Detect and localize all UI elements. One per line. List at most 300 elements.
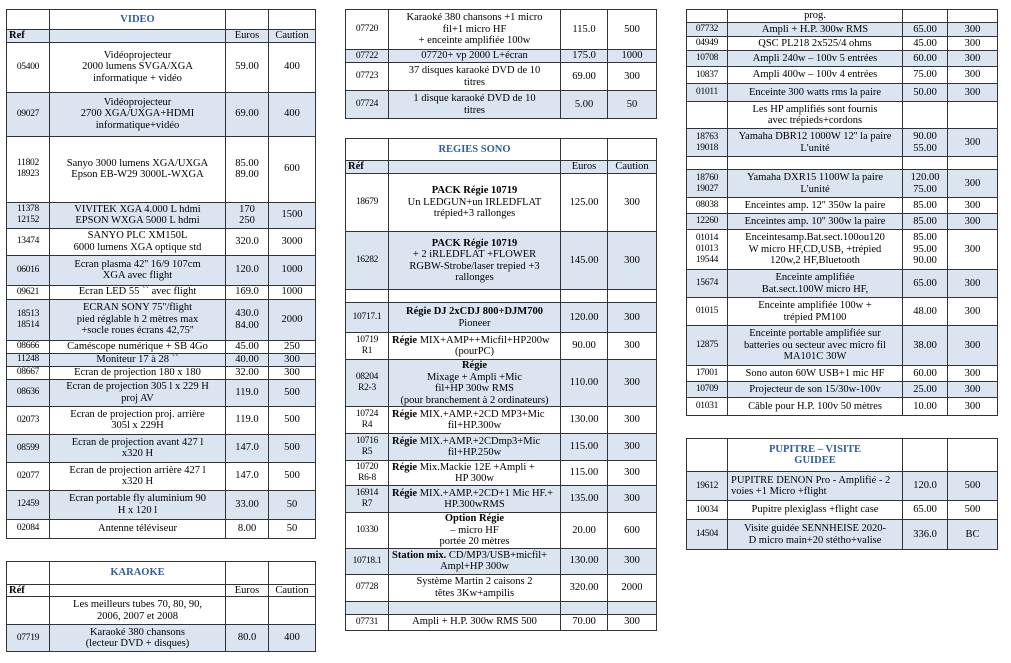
- price-value: 90.00: [913, 131, 937, 142]
- item-description: [389, 513, 561, 549]
- item-caution: BC: [948, 520, 998, 550]
- item-description: [728, 472, 903, 501]
- ref-code: 01015: [695, 306, 719, 316]
- description-line: Ecran de projection 305 l x 229 H: [66, 381, 209, 392]
- item-description: [389, 434, 561, 461]
- item-price: [561, 461, 608, 486]
- description-line: 37 disques karaoké DVD de 10: [408, 65, 541, 76]
- item-caution: 300: [608, 548, 657, 574]
- pupitre-title: PUPITRE – VISITE GUIDEE: [728, 439, 903, 472]
- item-caution: 300: [948, 366, 998, 382]
- item-price: [561, 50, 608, 63]
- item-ref: [7, 255, 50, 285]
- price-value: 115.0: [572, 23, 596, 35]
- ref-code: 18763: [695, 131, 719, 142]
- description-line: VIVITEK XGA 4.000 L hdmi: [74, 203, 201, 215]
- item-caution: 300: [608, 461, 657, 486]
- karaoke-euros-header: Euros: [226, 584, 269, 597]
- item-description: [50, 366, 226, 379]
- price-value: 336.0: [913, 528, 937, 540]
- ref-code: 10034: [695, 504, 719, 515]
- karaoke-ref-header: Réf: [7, 584, 50, 597]
- table-row: [687, 37, 998, 51]
- description-line: 1 disque karaoké DVD de 10: [413, 93, 536, 104]
- item-caution: 300: [948, 84, 998, 102]
- item-caution: 3000: [269, 228, 316, 255]
- item-description: [389, 333, 561, 360]
- ref-code: 02084: [16, 523, 40, 533]
- item-price: [226, 285, 269, 299]
- description-line: Epson EB-W29 3000L-WXGA: [71, 169, 204, 180]
- ref-code: 07724: [355, 99, 379, 109]
- description-line: Vidéoprojecteur: [103, 49, 172, 61]
- description-line: 2006, 2007 et 2008: [96, 610, 179, 622]
- table-row: [346, 461, 657, 486]
- description-line: Visite guidée SENNHEISE 2020-: [744, 523, 886, 534]
- table-row: [346, 614, 657, 630]
- description-line: Caméscope numérique + SB 4Go: [67, 340, 208, 352]
- item-description: [50, 434, 226, 462]
- item-ref: [687, 270, 728, 298]
- item-ref: [7, 353, 50, 366]
- ref-code: 08204: [355, 372, 379, 382]
- item-ref: [687, 157, 728, 170]
- item-description: [50, 340, 226, 353]
- item-price: [226, 353, 269, 366]
- ref-code: 12260: [695, 216, 719, 226]
- price-value: 120.0: [913, 480, 937, 492]
- table-row: [346, 548, 657, 574]
- description-line: Ecran de projection avant 427 l: [71, 436, 204, 448]
- item-price: [561, 360, 608, 407]
- item-ref: [687, 51, 728, 67]
- ref-code: 08038: [695, 200, 719, 210]
- price-value: 20.00: [572, 524, 596, 536]
- item-price: [903, 230, 948, 270]
- item-price: [226, 379, 269, 406]
- description-line: têtes 3Kw+ampilis: [434, 587, 515, 599]
- item-price: [561, 10, 608, 50]
- table-row: [346, 303, 657, 333]
- item-ref: [687, 472, 728, 501]
- item-caution: 300: [948, 270, 998, 298]
- item-ref: [346, 513, 389, 549]
- description-first-line: [392, 436, 557, 448]
- description-line: Enceintesamp.Bat.sect.100ou120: [745, 232, 885, 244]
- item-ref: [687, 326, 728, 366]
- description-line: HP.300wRMS: [444, 499, 505, 510]
- item-price: [226, 366, 269, 379]
- ref-code: 08667: [16, 367, 40, 377]
- price-value: 8.00: [237, 522, 257, 534]
- table-row: [7, 490, 316, 519]
- item-price: [561, 303, 608, 333]
- item-ref: [346, 614, 389, 630]
- item-ref: [7, 42, 50, 92]
- ref-code: 10709: [695, 384, 719, 394]
- description-line: titres: [464, 104, 485, 116]
- item-ref: [346, 63, 389, 91]
- item-caution: 300: [608, 486, 657, 513]
- regies-ref-header: Réf: [346, 161, 389, 174]
- item-ref: [7, 299, 50, 340]
- description-line: x320 H: [121, 476, 154, 487]
- item-price: [226, 406, 269, 434]
- price-value: 95.00: [913, 243, 937, 255]
- item-description: [50, 228, 226, 255]
- item-caution: [948, 157, 998, 170]
- item-description: [728, 326, 903, 366]
- price-value: 69.00: [572, 70, 596, 82]
- regies-euros-header: Euros: [561, 161, 608, 174]
- item-caution: [948, 10, 998, 23]
- item-caution: 300: [948, 398, 998, 416]
- ref-code: 11378: [17, 204, 39, 214]
- item-price: [226, 136, 269, 202]
- item-ref: [7, 625, 50, 652]
- price-value: 130.00: [569, 555, 599, 567]
- price-value: 60.00: [913, 52, 937, 64]
- price-value: 59.00: [235, 61, 259, 73]
- item-price: [903, 170, 948, 198]
- ref-code: 10708: [695, 53, 719, 63]
- price-value: 65.00: [913, 504, 937, 516]
- item-ref: [346, 91, 389, 119]
- ref-code: 15674: [695, 278, 719, 288]
- description-line: MIX.+AMP.+2CDmp3+Mic: [419, 435, 541, 447]
- table-row: [7, 379, 316, 406]
- table-row: [346, 91, 657, 119]
- ref-code: 10720: [355, 462, 379, 472]
- item-price: [226, 490, 269, 519]
- table-row: [687, 382, 998, 398]
- description-line: fil+HP 300w RMS: [434, 383, 515, 394]
- table-row: [346, 434, 657, 461]
- ref-code: 01014: [695, 233, 719, 243]
- item-bold-label: Régie: [461, 360, 488, 371]
- item-caution: 300: [608, 434, 657, 461]
- description-line: Ecran de projection arrière 427 l: [69, 464, 206, 476]
- item-ref: [7, 462, 50, 490]
- item-bold-label: PACK Régie 10719: [431, 185, 518, 197]
- item-price: [561, 601, 608, 614]
- item-caution: [608, 601, 657, 614]
- price-value: 130.00: [569, 414, 599, 426]
- ref-code: 18760: [695, 172, 719, 183]
- ref-code: 01013: [695, 244, 719, 254]
- description-line: Ampli + H.P. 300w RMS 500: [412, 616, 537, 628]
- item-description: [728, 23, 903, 37]
- description-line: Vidéoprojecteur: [103, 96, 172, 108]
- item-description: [389, 63, 561, 91]
- item-ref: [687, 129, 728, 157]
- description-line: CD/MP3/USB+micfil+: [448, 549, 548, 561]
- item-description: [728, 298, 903, 326]
- item-caution: 500: [269, 406, 316, 434]
- description-line: x320 H: [121, 448, 154, 459]
- price-value: 5.00: [574, 98, 594, 110]
- table-row: [346, 601, 657, 614]
- item-ref: [687, 230, 728, 270]
- ref-code: R2-3: [358, 383, 376, 393]
- item-price: [226, 340, 269, 353]
- item-bold-label: Régie: [392, 408, 418, 420]
- item-description: [389, 548, 561, 574]
- price-value: 125.00: [569, 196, 599, 208]
- table-row: [687, 214, 998, 230]
- item-ref: [346, 548, 389, 574]
- description-line: trépied+3 rallonges: [433, 208, 516, 220]
- description-line: Câble pour H.P. 100v 50 mètres: [748, 400, 882, 412]
- price-value: 80.0: [237, 632, 257, 644]
- description-line: Mix.Mackie 12E +Ampli +: [419, 461, 535, 473]
- item-caution: 300: [948, 214, 998, 230]
- item-ref: [346, 461, 389, 486]
- item-caution: 500: [269, 379, 316, 406]
- price-value: 135.00: [569, 493, 599, 505]
- description-line: (lecteur DVD + disques): [85, 638, 190, 649]
- description-line: Ecran de projection proj. arrière: [70, 408, 205, 420]
- item-description: [728, 102, 903, 129]
- description-line: (pour branchement à 2 ordinateurs): [400, 394, 549, 406]
- description-line: batteries ou secteur avec micro fil: [744, 339, 886, 351]
- item-description: [389, 574, 561, 601]
- price-value: 70.00: [572, 616, 596, 628]
- price-value: 69.00: [235, 108, 259, 120]
- item-caution: 50: [269, 519, 316, 538]
- ref-code: 02077: [16, 470, 40, 481]
- description-line: informatique + vidéo: [93, 72, 182, 84]
- description-line: Ecran plasma 42'' 16/9 107cm: [74, 258, 201, 270]
- description-line: proj AV: [121, 392, 154, 404]
- description-line: SANYO PLC XM150L: [87, 230, 188, 241]
- item-bold-label: Station mix.: [392, 549, 447, 561]
- ref-code: 11248: [17, 354, 39, 364]
- item-ref: [7, 490, 50, 519]
- item-ref: [687, 23, 728, 37]
- price-value: 45.00: [235, 340, 259, 352]
- item-description: [389, 290, 561, 303]
- item-description: [50, 353, 226, 366]
- description-line: 07720+ vp 2000 L+écran: [421, 50, 528, 62]
- price-value: 48.00: [913, 305, 937, 317]
- item-price: [903, 102, 948, 129]
- item-bold-label: Régie: [392, 461, 418, 473]
- table-row: [687, 230, 998, 270]
- ref-code: 09621: [16, 286, 40, 297]
- description-line: Ampli 240w – 100v 5 entrées: [752, 52, 878, 64]
- item-ref: [687, 520, 728, 550]
- item-description: [728, 198, 903, 214]
- middle-column: [345, 9, 656, 631]
- item-caution: 300: [948, 382, 998, 398]
- item-price: [903, 472, 948, 501]
- ref-code: 02073: [16, 414, 40, 425]
- table-row: [687, 129, 998, 157]
- ref-code: 10719: [355, 335, 379, 345]
- table-row: [346, 513, 657, 549]
- ref-code: 07732: [695, 24, 719, 34]
- ref-code: 11802: [17, 158, 39, 168]
- item-description: [50, 136, 226, 202]
- item-description: [389, 10, 561, 50]
- item-caution: 300: [608, 63, 657, 91]
- item-caution: 500: [269, 434, 316, 462]
- item-ref: [687, 67, 728, 84]
- karaoke-continued-table: [345, 9, 657, 119]
- item-price: [226, 625, 269, 652]
- item-description: [728, 51, 903, 67]
- ref-code: 17001: [695, 368, 719, 378]
- ref-code: 07728: [355, 582, 379, 592]
- description-line: Pioneer: [458, 317, 491, 329]
- item-ref: [346, 10, 389, 50]
- description-line: W micro HF,CD,USB, +trépied: [748, 243, 882, 255]
- description-line: MA101C 30W: [783, 351, 847, 363]
- item-description: [389, 50, 561, 63]
- ref-code: 12459: [16, 499, 40, 509]
- item-price: [226, 462, 269, 490]
- item-ref: [346, 333, 389, 360]
- table-row: [346, 50, 657, 63]
- item-caution: 1000: [269, 255, 316, 285]
- item-price: [226, 202, 269, 228]
- description-line: + 2 iRLEDFLAT +FLOWER: [412, 249, 537, 260]
- item-ref: [687, 298, 728, 326]
- item-price: [226, 434, 269, 462]
- table-row: [7, 255, 316, 285]
- item-description: [728, 10, 903, 23]
- karaoke-table: [6, 561, 316, 653]
- description-first-line: [392, 462, 557, 474]
- description-line: avec trépieds+cordons: [767, 115, 863, 126]
- price-value: 40.00: [235, 353, 259, 365]
- item-price: [226, 519, 269, 538]
- description-line: Ecran LED 55 `` avec flight: [78, 286, 197, 298]
- table-row: [687, 10, 998, 23]
- ref-code: 08666: [16, 341, 40, 351]
- item-description: [50, 406, 226, 434]
- description-line: 2700 XGA/UXGA+HDMI: [80, 108, 195, 120]
- ref-code: 10330: [355, 524, 379, 535]
- item-caution: 300: [948, 298, 998, 326]
- description-line: trépied PM100: [783, 311, 847, 323]
- item-ref: [7, 434, 50, 462]
- description-line: H x 120 l: [117, 504, 158, 516]
- item-description: [389, 91, 561, 119]
- item-ref: [346, 601, 389, 614]
- item-price: [226, 299, 269, 340]
- item-ref: [7, 136, 50, 202]
- item-description: [728, 214, 903, 230]
- item-price: [561, 174, 608, 232]
- price-value: 115.00: [569, 441, 599, 453]
- description-line: Pupitre plexiglass +flight case: [751, 504, 879, 516]
- item-ref: [346, 574, 389, 601]
- description-line: D micro main+20 stétho+valise: [748, 534, 882, 546]
- item-description: [389, 174, 561, 232]
- item-caution: 1000: [608, 50, 657, 63]
- table-row: [687, 270, 998, 298]
- item-caution: 500: [608, 10, 657, 50]
- item-caution: 300: [948, 198, 998, 214]
- item-ref: [346, 486, 389, 513]
- item-caution: 600: [269, 136, 316, 202]
- price-value: 85.00: [913, 232, 937, 244]
- table-row: [7, 519, 316, 538]
- item-description: [728, 230, 903, 270]
- regies-caution-header: Caution: [608, 161, 657, 174]
- description-line: fil+HP.300w: [447, 420, 502, 431]
- item-ref: [687, 214, 728, 230]
- item-ref: [346, 407, 389, 434]
- item-price: [903, 214, 948, 230]
- price-value: 120.00: [910, 172, 940, 183]
- item-caution: 400: [269, 92, 316, 136]
- table-row: [346, 232, 657, 290]
- sono-continued-table: [686, 9, 998, 416]
- ref-code: 10717.1: [352, 312, 382, 322]
- item-price: [561, 407, 608, 434]
- description-line: Ampli 400w – 100v 4 entrées: [752, 69, 878, 81]
- item-price: [226, 42, 269, 92]
- item-price: [903, 198, 948, 214]
- item-caution: 300: [269, 353, 316, 366]
- ref-code: 18514: [16, 319, 40, 330]
- ref-code: 09027: [16, 108, 40, 119]
- description-line: Enceintes amp. 12'' 350w la paire: [744, 199, 886, 211]
- description-line: Ecran de projection 180 x 180: [74, 366, 201, 378]
- description-line: Antenne téléviseur: [97, 522, 177, 534]
- price-value: 89.00: [235, 169, 259, 180]
- ref-code: 16914: [355, 488, 379, 498]
- item-description: [389, 303, 561, 333]
- ref-code: 12152: [16, 215, 40, 225]
- item-ref: [687, 366, 728, 382]
- item-description: [728, 501, 903, 520]
- item-description: [728, 129, 903, 157]
- item-ref: [687, 37, 728, 51]
- table-row: [7, 285, 316, 299]
- table-row: [346, 174, 657, 232]
- item-ref: [687, 398, 728, 416]
- item-price: [903, 37, 948, 51]
- table-row: [346, 63, 657, 91]
- item-price: [226, 255, 269, 285]
- table-row: [7, 92, 316, 136]
- item-ref: [7, 366, 50, 379]
- price-value: 90.00: [572, 340, 596, 352]
- description-line: HP 300w: [455, 473, 494, 484]
- table-row: [346, 407, 657, 434]
- ref-code: 08599: [16, 442, 40, 453]
- description-line: MIX.+AMP.+2CD+1 Mic HF.+: [419, 487, 554, 499]
- item-description: [50, 285, 226, 299]
- item-ref: [7, 406, 50, 434]
- description-line: rallonges: [455, 272, 494, 283]
- item-ref: [687, 198, 728, 214]
- price-value: 50.00: [913, 86, 937, 98]
- item-price: [903, 326, 948, 366]
- table-row: [687, 157, 998, 170]
- table-row: [7, 406, 316, 434]
- regies-sono-table: [345, 138, 657, 631]
- item-bold-label: Régie DJ 2xCDJ 800+DJM700: [406, 306, 543, 317]
- ref-code: 13474: [16, 236, 40, 246]
- price-value: 170: [239, 203, 255, 215]
- price-value: 65.00: [913, 277, 937, 289]
- price-value: 45.00: [913, 37, 937, 49]
